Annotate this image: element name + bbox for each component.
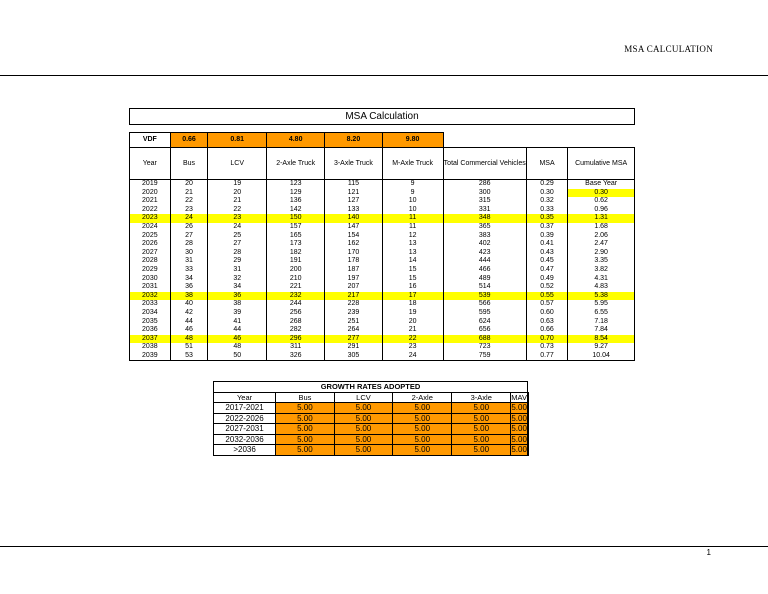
table-cell: 20 (382, 318, 443, 327)
vdf-value: 0.66 (170, 133, 208, 148)
vdf-value: 9.80 (382, 133, 443, 148)
footer-rule (0, 546, 768, 547)
table-cell: 0.62 (568, 197, 635, 206)
empty-cell (568, 133, 635, 148)
table-cell: 40 (170, 300, 208, 309)
growth-cell: 5.00 (511, 445, 527, 454)
table-cell: 0.30 (526, 189, 568, 198)
table-cell: 402 (443, 240, 526, 249)
table-cell: 50 (208, 352, 267, 361)
table-cell: 170 (325, 249, 382, 258)
table-cell: 22 (170, 197, 208, 206)
table-row (130, 249, 635, 258)
table-cell: 36 (208, 292, 267, 301)
page-number: 1 (706, 548, 711, 557)
table-cell: 2021 (130, 197, 171, 206)
table-cell: 24 (170, 214, 208, 223)
table-cell: 282 (267, 326, 325, 335)
table-cell: 2027 (130, 249, 171, 258)
table-cell: 0.33 (526, 206, 568, 215)
vdf-label: VDF (130, 133, 171, 148)
table-cell: 165 (267, 232, 325, 241)
table-cell: 383 (443, 232, 526, 241)
table-cell: 2019 (130, 180, 171, 189)
growth-cell: 5.00 (511, 403, 527, 412)
table-cell: 514 (443, 283, 526, 292)
empty-cell (528, 392, 529, 403)
table-cell: 24 (382, 352, 443, 361)
table-cell: 173 (267, 240, 325, 249)
table-row (130, 335, 635, 344)
table-cell: 291 (325, 343, 382, 352)
table-cell: 326 (267, 352, 325, 361)
growth-cell: 2022-2026 (214, 413, 276, 424)
table-cell: 31 (208, 266, 267, 275)
table-cell: 8.54 (568, 335, 635, 344)
table-row (130, 240, 635, 249)
growth-cell: 5.00 (452, 445, 511, 456)
growth-cell: 2027-2031 (214, 424, 276, 435)
table-row (130, 352, 635, 361)
table-cell: 2025 (130, 232, 171, 241)
growth-cell: 5.00 (276, 434, 335, 445)
table-cell: 26 (170, 223, 208, 232)
table-cell: 4.31 (568, 275, 635, 284)
column-header: 2-Axle Truck (267, 148, 325, 180)
table-cell: 41 (208, 318, 267, 327)
column-header: Year (214, 392, 276, 403)
column-header: Total Commercial Vehicles (443, 148, 526, 180)
table-cell: 121 (325, 189, 382, 198)
table-row (130, 223, 635, 232)
table-cell: 1.31 (568, 214, 635, 223)
table-cell: 34 (208, 283, 267, 292)
table-cell: 0.47 (526, 266, 568, 275)
table-cell: 38 (208, 300, 267, 309)
growth-cell: 5.00 (393, 403, 452, 414)
table-cell: 2034 (130, 309, 171, 318)
table-cell: 2.06 (568, 232, 635, 241)
growth-row (214, 434, 529, 445)
table-cell: 0.41 (526, 240, 568, 249)
vdf-row (130, 133, 635, 148)
table-cell: 17 (382, 292, 443, 301)
table-cell: 154 (325, 232, 382, 241)
column-header: Bus (276, 392, 335, 403)
table-cell: 2035 (130, 318, 171, 327)
table-cell: 150 (267, 214, 325, 223)
table-cell: 0.45 (526, 257, 568, 266)
growth-cell: 5.00 (276, 445, 335, 456)
table-cell: 0.57 (526, 300, 568, 309)
table-cell: 0.52 (526, 283, 568, 292)
table-cell: 29 (208, 257, 267, 266)
table-cell: 268 (267, 318, 325, 327)
table-cell: 2031 (130, 283, 171, 292)
table-cell: 13 (382, 249, 443, 258)
table-cell: 15 (382, 275, 443, 284)
table-cell: 2022 (130, 206, 171, 215)
table-cell: 0.39 (526, 232, 568, 241)
table-cell: 0.30 (568, 189, 635, 198)
table-cell: 0.96 (568, 206, 635, 215)
table-cell: 210 (267, 275, 325, 284)
table-cell: 31 (170, 257, 208, 266)
table-cell: 16 (382, 283, 443, 292)
table-cell: 2032 (130, 292, 171, 301)
empty-cell (443, 133, 526, 148)
vdf-value: 4.80 (267, 133, 325, 148)
column-header: 3-Axle (452, 392, 511, 403)
table-row (130, 197, 635, 206)
table-cell: 2023 (130, 214, 171, 223)
column-header: MSA (526, 148, 568, 180)
table-cell: 182 (267, 249, 325, 258)
table-cell: 157 (267, 223, 325, 232)
table-cell: 0.66 (526, 326, 568, 335)
table-row (130, 257, 635, 266)
growth-table-title: GROWTH RATES ADOPTED (214, 382, 528, 393)
table-cell: 300 (443, 189, 526, 198)
table-cell: 0.49 (526, 275, 568, 284)
table-cell: 46 (208, 335, 267, 344)
growth-cell: 5.00 (334, 413, 393, 424)
growth-cell: 5.00 (334, 424, 393, 435)
msa-table (129, 132, 635, 361)
table-cell: 22 (208, 206, 267, 215)
growth-cell: 5.00 (511, 434, 527, 444)
growth-cell: 5.00 (393, 434, 452, 445)
table-row (130, 189, 635, 198)
table-cell: 22 (382, 335, 443, 344)
table-row (130, 318, 635, 327)
table-cell: 656 (443, 326, 526, 335)
table-cell: 2036 (130, 326, 171, 335)
table-cell: 21 (170, 189, 208, 198)
table-cell: 32 (208, 275, 267, 284)
table-cell: 9.27 (568, 343, 635, 352)
msa-table-title: MSA Calculation (129, 108, 635, 125)
table-cell: 44 (208, 326, 267, 335)
table-cell: 2030 (130, 275, 171, 284)
table-cell: 197 (325, 275, 382, 284)
table-cell: 251 (325, 318, 382, 327)
column-header: Year (130, 148, 171, 180)
growth-cell: 5.00 (452, 434, 511, 445)
table-cell: 10 (382, 197, 443, 206)
table-cell: 444 (443, 257, 526, 266)
table-row (130, 232, 635, 241)
table-row (130, 283, 635, 292)
table-cell: 13 (382, 240, 443, 249)
growth-cell: 5.00 (452, 413, 511, 424)
vdf-value: 8.20 (325, 133, 382, 148)
column-header: LCV (208, 148, 267, 180)
table-cell: 1.68 (568, 223, 635, 232)
table-cell: 2024 (130, 223, 171, 232)
table-cell: 2039 (130, 352, 171, 361)
table-cell: 256 (267, 309, 325, 318)
table-cell: 46 (170, 326, 208, 335)
table-cell: 19 (382, 309, 443, 318)
table-row (130, 214, 635, 223)
empty-cell (528, 445, 529, 456)
table-cell: 10.04 (568, 352, 635, 361)
table-cell: 566 (443, 300, 526, 309)
table-row (130, 180, 635, 189)
table-row (130, 292, 635, 301)
growth-header-row (214, 392, 529, 403)
table-cell: 2.90 (568, 249, 635, 258)
table-cell: 311 (267, 343, 325, 352)
table-row (130, 343, 635, 352)
growth-cell: 5.00 (276, 424, 335, 435)
table-row (130, 300, 635, 309)
growth-cell: 5.00 (452, 403, 511, 414)
table-cell: 140 (325, 214, 382, 223)
growth-cell: 5.00 (276, 403, 335, 414)
table-cell: 217 (325, 292, 382, 301)
table-cell: 0.77 (526, 352, 568, 361)
table-cell: 25 (208, 232, 267, 241)
table-cell: 33 (170, 266, 208, 275)
table-cell: 123 (267, 180, 325, 189)
table-cell: 11 (382, 214, 443, 223)
table-cell: 20 (208, 189, 267, 198)
table-row (130, 206, 635, 215)
column-header: 3-Axle Truck (325, 148, 382, 180)
table-cell: 759 (443, 352, 526, 361)
table-cell: 115 (325, 180, 382, 189)
column-header: MAV (511, 392, 527, 402)
column-header: Cumulative MSA (568, 148, 635, 180)
table-cell: 53 (170, 352, 208, 361)
table-cell: 2038 (130, 343, 171, 352)
growth-cell: 5.00 (393, 445, 452, 456)
table-cell: 305 (325, 352, 382, 361)
table-cell: 0.32 (526, 197, 568, 206)
table-cell: 36 (170, 283, 208, 292)
table-cell: 723 (443, 343, 526, 352)
table-row (130, 275, 635, 284)
table-cell: 34 (170, 275, 208, 284)
table-cell: 539 (443, 292, 526, 301)
column-header-row (130, 148, 635, 180)
table-cell: 0.60 (526, 309, 568, 318)
table-row (130, 326, 635, 335)
table-cell: 423 (443, 249, 526, 258)
table-cell: 39 (208, 309, 267, 318)
table-cell: 365 (443, 223, 526, 232)
table-cell: 147 (325, 223, 382, 232)
table-cell: 24 (208, 223, 267, 232)
table-cell: 27 (170, 232, 208, 241)
table-cell: 3.35 (568, 257, 635, 266)
growth-cell: 2032-2036 (214, 434, 276, 445)
table-cell: 14 (382, 257, 443, 266)
table-cell: 51 (170, 343, 208, 352)
table-cell: 232 (267, 292, 325, 301)
table-cell: 0.37 (526, 223, 568, 232)
table-cell: 48 (208, 343, 267, 352)
table-cell: 21 (382, 326, 443, 335)
growth-row (214, 424, 529, 435)
table-cell: 11 (382, 223, 443, 232)
table-cell: 2020 (130, 189, 171, 198)
table-cell: 42 (170, 309, 208, 318)
table-cell: 0.63 (526, 318, 568, 327)
table-cell: 136 (267, 197, 325, 206)
table-cell: 23 (170, 206, 208, 215)
table-cell: 2033 (130, 300, 171, 309)
table-cell: 133 (325, 206, 382, 215)
table-cell: 489 (443, 275, 526, 284)
table-cell: 0.35 (526, 214, 568, 223)
growth-title-row (214, 382, 529, 393)
table-cell: 9 (382, 189, 443, 198)
growth-cell: 5.00 (276, 413, 335, 424)
empty-cell (528, 403, 529, 414)
header-rule (0, 75, 768, 76)
table-cell: 0.70 (526, 335, 568, 344)
table-cell: 264 (325, 326, 382, 335)
table-cell: 129 (267, 189, 325, 198)
table-cell: 178 (325, 257, 382, 266)
growth-cell: 2017-2021 (214, 403, 276, 414)
table-cell: 15 (382, 266, 443, 275)
table-cell: 162 (325, 240, 382, 249)
table-cell: 2026 (130, 240, 171, 249)
table-cell: 7.84 (568, 326, 635, 335)
growth-cell: 5.00 (393, 413, 452, 424)
table-cell: 23 (208, 214, 267, 223)
table-cell: 6.55 (568, 309, 635, 318)
table-cell: 2037 (130, 335, 171, 344)
table-cell: 0.55 (526, 292, 568, 301)
table-cell: 296 (267, 335, 325, 344)
growth-row (214, 413, 529, 424)
table-cell: 10 (382, 206, 443, 215)
table-cell: 348 (443, 214, 526, 223)
column-header: 2-Axle (393, 392, 452, 403)
table-cell: 12 (382, 232, 443, 241)
table-cell: 228 (325, 300, 382, 309)
header-title: MSA CALCULATION (624, 44, 713, 54)
table-cell: 331 (443, 206, 526, 215)
table-row (130, 266, 635, 275)
growth-cell: 5.00 (511, 413, 527, 423)
table-cell: 466 (443, 266, 526, 275)
table-cell: 3.82 (568, 266, 635, 275)
table-cell: 688 (443, 335, 526, 344)
empty-cell (528, 434, 529, 445)
growth-cell: 5.00 (334, 403, 393, 414)
table-cell: 30 (170, 249, 208, 258)
table-cell: 23 (382, 343, 443, 352)
table-cell: 277 (325, 335, 382, 344)
column-header: M-Axle Truck (382, 148, 443, 180)
empty-cell (526, 133, 568, 148)
table-cell: 9 (382, 180, 443, 189)
growth-row (214, 403, 529, 414)
table-cell: 7.18 (568, 318, 635, 327)
table-cell: 21 (208, 197, 267, 206)
growth-cell: >2036 (214, 445, 276, 456)
table-cell: 48 (170, 335, 208, 344)
table-cell: 0.29 (526, 180, 568, 189)
table-cell: 0.43 (526, 249, 568, 258)
table-cell: 127 (325, 197, 382, 206)
growth-cell: 5.00 (452, 424, 511, 435)
table-cell: 28 (208, 249, 267, 258)
table-cell: 4.83 (568, 283, 635, 292)
table-cell: 44 (170, 318, 208, 327)
table-cell: 244 (267, 300, 325, 309)
table-cell: 18 (382, 300, 443, 309)
growth-cell: 5.00 (334, 445, 393, 456)
growth-rates-table (213, 381, 529, 456)
table-cell: 5.95 (568, 300, 635, 309)
growth-cell: 5.00 (393, 424, 452, 435)
table-cell: 19 (208, 180, 267, 189)
table-cell: 28 (170, 240, 208, 249)
table-cell: 0.73 (526, 343, 568, 352)
table-cell: 2.47 (568, 240, 635, 249)
table-cell: 200 (267, 266, 325, 275)
table-cell: 38 (170, 292, 208, 301)
column-header: LCV (334, 392, 393, 403)
table-cell: 221 (267, 283, 325, 292)
table-cell: 142 (267, 206, 325, 215)
column-header: Bus (170, 148, 208, 180)
table-cell: 239 (325, 309, 382, 318)
table-cell: 191 (267, 257, 325, 266)
table-cell: 2029 (130, 266, 171, 275)
empty-cell (528, 424, 529, 435)
table-cell: 27 (208, 240, 267, 249)
growth-row (214, 445, 529, 456)
table-cell: 624 (443, 318, 526, 327)
table-cell: 595 (443, 309, 526, 318)
table-cell: 286 (443, 180, 526, 189)
vdf-value: 0.81 (208, 133, 267, 148)
table-cell: 2028 (130, 257, 171, 266)
table-cell: Base Year (568, 180, 635, 189)
table-cell: 315 (443, 197, 526, 206)
table-cell: 20 (170, 180, 208, 189)
growth-cell: 5.00 (334, 434, 393, 445)
table-cell: 207 (325, 283, 382, 292)
table-row (130, 309, 635, 318)
table-cell: 5.38 (568, 292, 635, 301)
growth-cell: 5.00 (511, 424, 527, 433)
empty-cell (528, 413, 529, 424)
table-cell: 187 (325, 266, 382, 275)
